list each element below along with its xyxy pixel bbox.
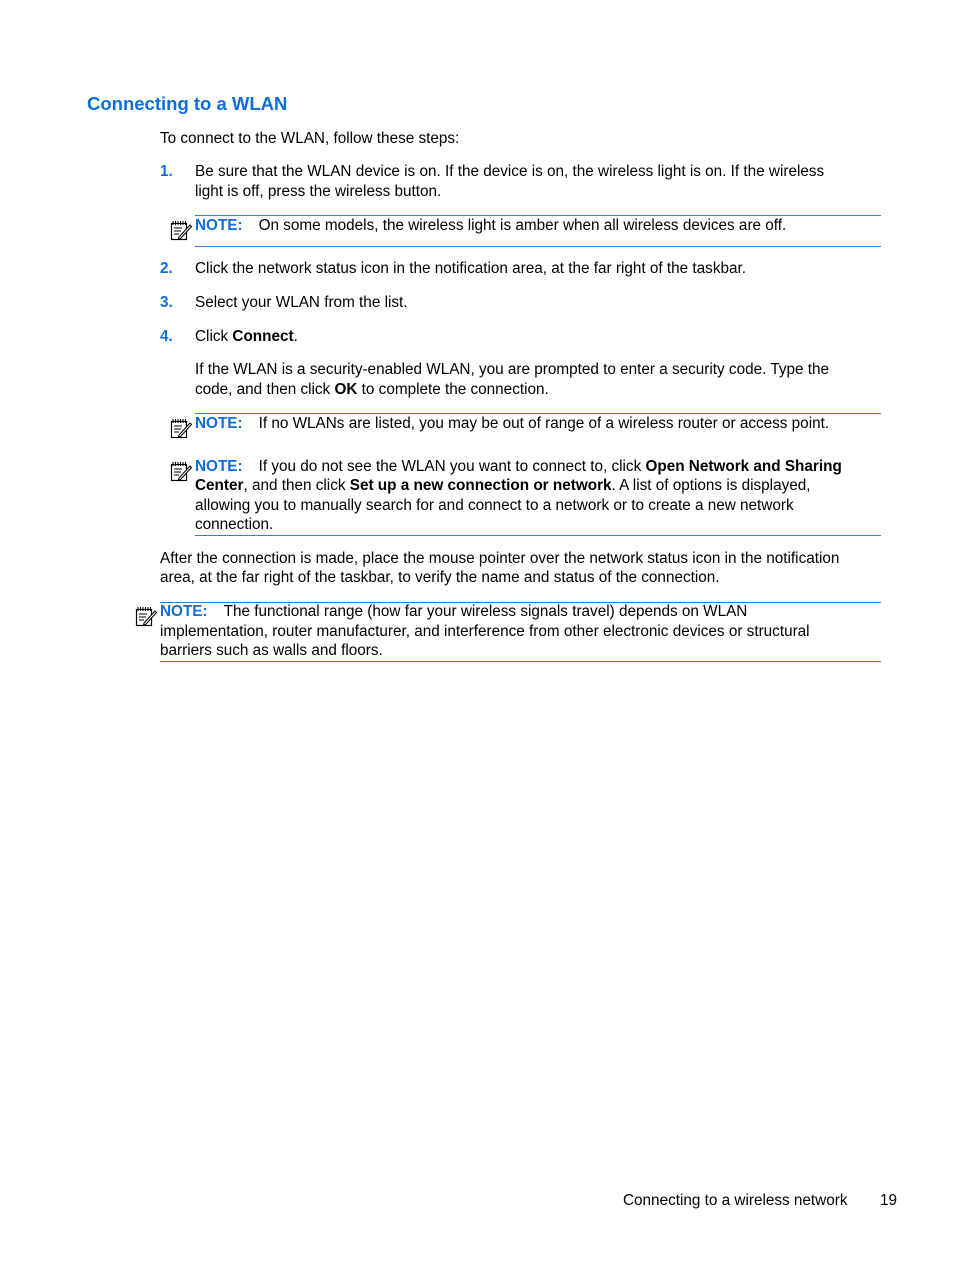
note-3-mid: , and then click <box>243 477 350 494</box>
step-4-para-line1: If the WLAN is a security-enabled WLAN, you are prompted to enter a security code. Type the <box>195 361 829 378</box>
note-icon <box>170 219 192 241</box>
note-3-bottom-rule <box>195 535 881 536</box>
section-heading: Connecting to a WLAN <box>87 93 288 114</box>
note-3-post: . A list of options is displayed, <box>611 477 811 494</box>
note-1-body: On some models, the wireless light is amber when all wireless devices are off. <box>258 217 787 234</box>
note-icon <box>135 605 157 627</box>
intro-text: To connect to the WLAN, follow these steps: <box>160 130 460 147</box>
note-4-body-line1: The functional range (how far your wireless signals travel) depends on WLAN <box>223 603 748 620</box>
note-1-text <box>195 216 786 236</box>
note-icon <box>170 460 192 482</box>
note-3-line2 <box>195 476 811 496</box>
note-3-pre: If you do not see the WLAN you want to connect to, click <box>258 458 646 475</box>
step-4-para-pre: code, and then click <box>195 381 335 398</box>
note-label: NOTE: <box>195 415 243 432</box>
step-4-number: 4. <box>160 328 173 345</box>
note-4-bottom-rule <box>160 661 881 662</box>
step-3-number: 3. <box>160 294 173 311</box>
note-3-line1 <box>195 457 842 477</box>
step-4-post: . <box>293 328 298 345</box>
after-line2: area, at the far right of the taskbar, to verify the name and status of the connection. <box>160 569 720 586</box>
note-4-line2: implementation, router manufacturer, and interference from other electronic devices or structural <box>160 623 810 640</box>
note-3-bold1: Open Network and Sharing <box>645 458 842 475</box>
note-4-line3: barriers such as walls and floors. <box>160 642 383 659</box>
step-1-number: 1. <box>160 163 173 180</box>
note-icon <box>170 417 192 439</box>
step-3-text: Select your WLAN from the list. <box>195 294 408 311</box>
note-2-body: If no WLANs are listed, you may be out of range of a wireless router or access point. <box>258 415 830 432</box>
note-1-bottom-rule <box>195 246 881 247</box>
step-4-pre: Click <box>195 328 233 345</box>
note-3-line4: connection. <box>195 516 274 533</box>
step-2-text: Click the network status icon in the notification area, at the far right of the taskbar. <box>195 260 746 277</box>
footer-section-title: Connecting to a wireless network <box>623 1192 848 1209</box>
step-1-line1: Be sure that the WLAN device is on. If the device is on, the wireless light is on. If the wireless <box>195 163 825 180</box>
step-2-number: 2. <box>160 260 173 277</box>
note-2-text <box>195 414 829 434</box>
after-line1: After the connection is made, place the mouse pointer over the network status icon in the notification <box>160 550 840 567</box>
note-3-line3: allowing you to manually search for and connect to a network or to create a new network <box>195 497 794 514</box>
note-3-bold2: Set up a new connection or network <box>349 477 612 494</box>
step-4-para-post: to complete the connection. <box>357 381 549 398</box>
footer-page-number: 19 <box>880 1192 898 1209</box>
step-4-para-line2 <box>195 380 549 400</box>
note-label: NOTE: <box>160 603 208 620</box>
note-label: NOTE: <box>195 458 243 475</box>
note-4-line1 <box>160 602 747 622</box>
step-4-para-bold: OK <box>334 381 358 398</box>
step-4-text <box>195 327 298 347</box>
step-1-line2: light is off, press the wireless button. <box>195 183 442 200</box>
note-label: NOTE: <box>195 217 243 234</box>
step-4-bold: Connect <box>232 328 294 345</box>
note-3-bold1b: Center <box>195 477 244 494</box>
